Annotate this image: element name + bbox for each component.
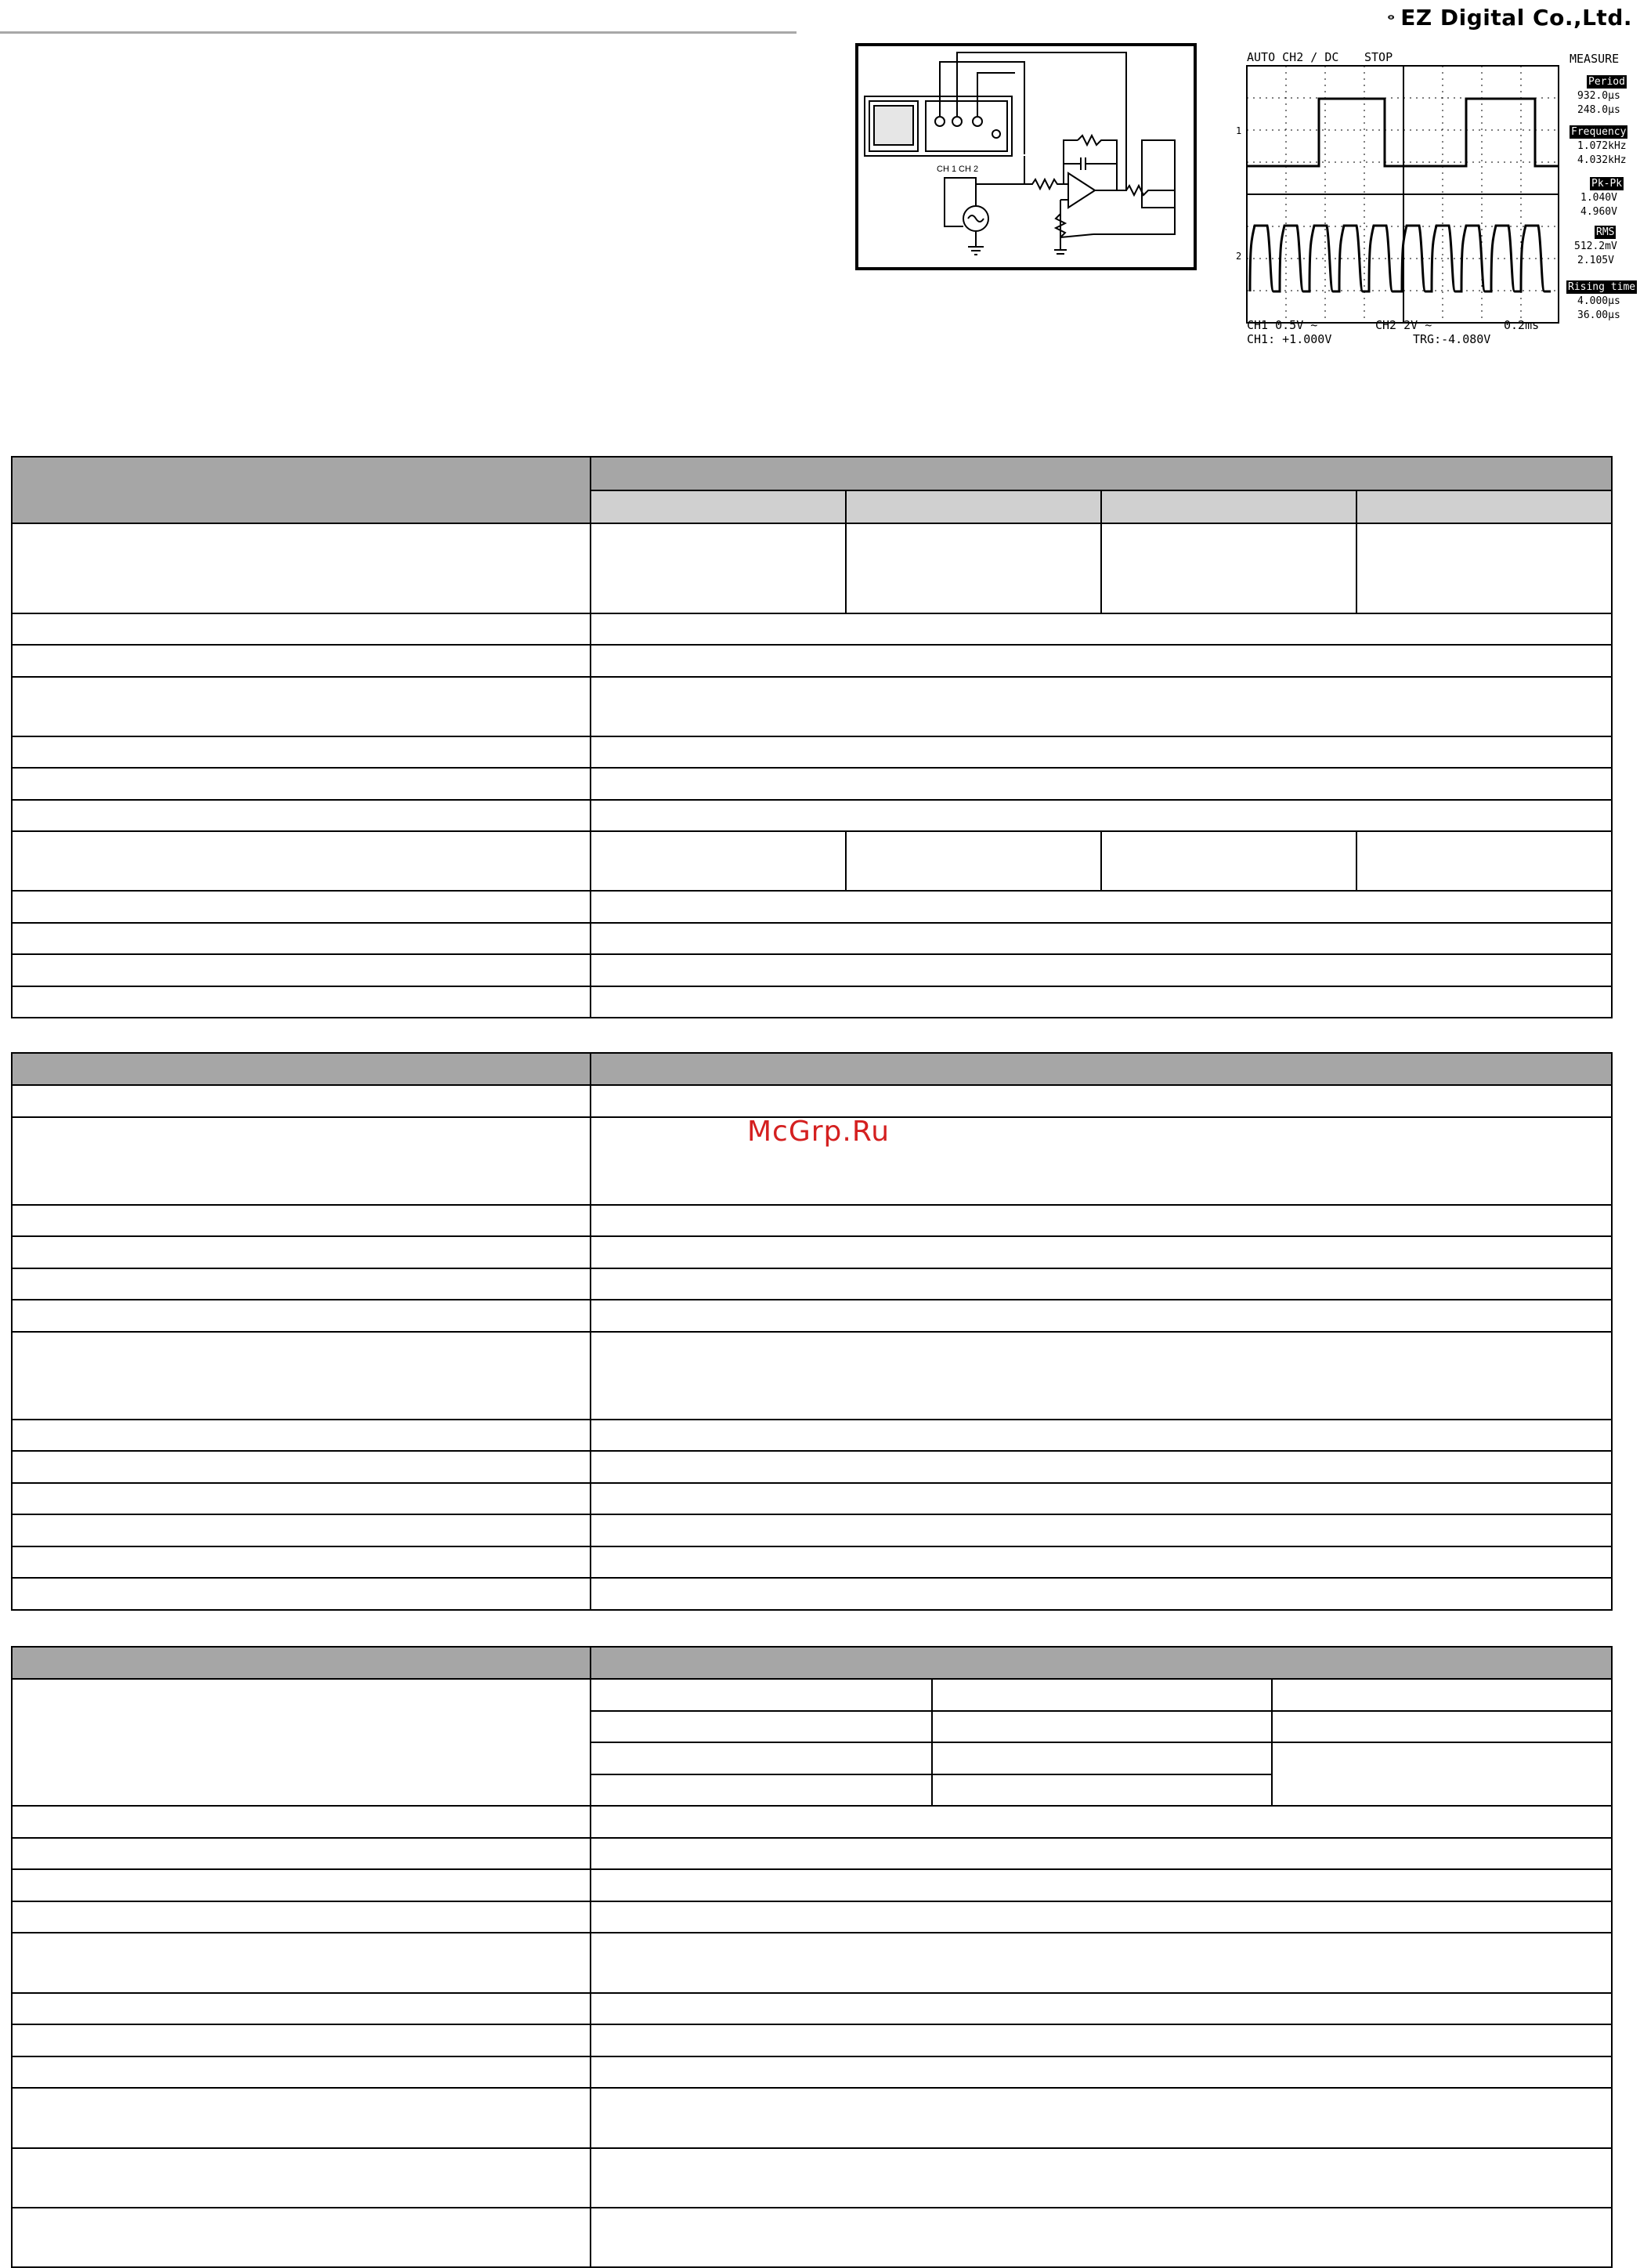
table-cell: [12, 613, 591, 645]
measure-value: 512.2mV: [1574, 241, 1617, 252]
table-cell: [12, 1268, 591, 1300]
table-cell: [591, 1205, 1612, 1236]
table-row: [12, 1514, 1612, 1546]
measure-label-rising-time: Rising time: [1568, 281, 1636, 293]
table-row: [12, 1332, 1612, 1420]
table-cell: [932, 1742, 1272, 1774]
scope-grid: [1245, 64, 1562, 326]
table-cell: [591, 986, 1612, 1018]
table-cell: [12, 645, 591, 677]
scope-status: AUTO CH2 / DC: [1247, 50, 1339, 64]
table-cell: [12, 954, 591, 986]
watermark: McGrp.Ru: [747, 1116, 890, 1148]
table-row: [12, 1679, 1612, 1711]
table-cell: [591, 457, 1612, 490]
table-cell: [1356, 523, 1612, 613]
ez-logo-icon: [1388, 5, 1394, 30]
table-cell: [12, 1053, 591, 1085]
table-cell: [1356, 831, 1612, 891]
table-row: [12, 1451, 1612, 1483]
table-cell: [591, 1869, 1612, 1901]
table-cell: [12, 523, 591, 613]
table-cell: [591, 613, 1612, 645]
measure-label-period: Period: [1588, 76, 1625, 88]
spec-table-3: [11, 1646, 1613, 2268]
table-cell: [591, 1647, 1612, 1679]
table-cell: [12, 923, 591, 954]
trigger-level: TRG:-4.080V: [1413, 332, 1491, 346]
measure-label-pkpk: Pk-Pk: [1591, 178, 1623, 190]
ch1-scale: CH1 0.5V ~: [1247, 318, 1318, 332]
table-row: [12, 1268, 1612, 1300]
table-cell: [12, 1679, 591, 1806]
table-cell: [12, 736, 591, 768]
table-cell: [591, 2208, 1612, 2267]
table-cell: [591, 954, 1612, 986]
table-cell: [591, 1514, 1612, 1546]
table-cell: [1101, 523, 1356, 613]
table-cell: [12, 2148, 591, 2208]
table-row: [12, 1236, 1612, 1268]
table-cell: [591, 1901, 1612, 1933]
table-row: [12, 523, 1612, 613]
measure-value: 4.032kHz: [1577, 154, 1627, 166]
measure-value: 932.0µs: [1577, 90, 1620, 102]
table-cell: [591, 1300, 1612, 1332]
table-row: [12, 1053, 1612, 1085]
table-cell: [591, 1838, 1612, 1869]
table-row: [12, 923, 1612, 954]
table-cell: [12, 800, 591, 831]
table-row: [12, 1546, 1612, 1578]
table-cell: [12, 2088, 591, 2148]
table-cell: [12, 1451, 591, 1483]
table-row: [12, 891, 1612, 923]
table-row: [12, 1085, 1612, 1117]
table-cell: [591, 1085, 1612, 1117]
table-cell: [591, 1268, 1612, 1300]
spec-table-1: [11, 456, 1613, 1018]
ch2-label: CH 2: [959, 165, 979, 174]
measure-value: 36.00µs: [1577, 309, 1620, 321]
table-cell: [846, 490, 1101, 523]
table-row: [12, 613, 1612, 645]
table-cell: [12, 1647, 591, 1679]
table-cell: [932, 1679, 1272, 1711]
table-row: [12, 1483, 1612, 1514]
table-cell: [12, 2024, 591, 2056]
measure-title: MEASURE: [1570, 52, 1620, 66]
table-cell: [591, 523, 846, 613]
table-row: [12, 677, 1612, 736]
table-cell: [591, 490, 846, 523]
table-cell: [12, 1205, 591, 1236]
table-cell: [846, 523, 1101, 613]
table-row: [12, 986, 1612, 1018]
table-cell: [12, 891, 591, 923]
table-cell: [932, 1711, 1272, 1742]
table-cell: [12, 1085, 591, 1117]
table-row: [12, 1205, 1612, 1236]
table-cell: [591, 1332, 1612, 1420]
brand-logo: [1388, 0, 1632, 34]
table-cell: [591, 891, 1612, 923]
table-cell: [591, 2024, 1612, 2056]
table-cell: [591, 1053, 1612, 1085]
table-cell: [12, 1117, 591, 1205]
table-cell: [591, 677, 1612, 736]
table-row: [12, 457, 1612, 490]
table-cell: [591, 1742, 932, 1774]
table-row: [12, 736, 1612, 768]
circuit-drawing: [858, 46, 1194, 267]
table-row: [12, 1647, 1612, 1679]
table-cell: [12, 2208, 591, 2267]
table-cell: [1101, 490, 1356, 523]
table-row: [12, 954, 1612, 986]
table-row: [12, 2208, 1612, 2267]
table-row: [12, 1933, 1612, 1993]
ch2-marker: 2: [1236, 251, 1242, 262]
table-cell: [12, 1483, 591, 1514]
table-row: [12, 831, 1612, 891]
table-cell: [591, 1483, 1612, 1514]
table-cell: [12, 1236, 591, 1268]
table-row: [12, 2024, 1612, 2056]
table-cell: [591, 1117, 1612, 1205]
table-cell: [12, 1933, 591, 1993]
table-row: [12, 1578, 1612, 1610]
table-row: [12, 2148, 1612, 2208]
table-cell: [591, 1711, 932, 1742]
table-cell: [591, 1420, 1612, 1451]
table-cell: [12, 1869, 591, 1901]
table-cell: [1356, 490, 1612, 523]
ch2-scale: CH2 2V ~: [1375, 318, 1432, 332]
table-row: [12, 1901, 1612, 1933]
measure-value: 248.0µs: [1577, 104, 1620, 116]
table-cell: [846, 831, 1101, 891]
table-cell: [1272, 1711, 1612, 1742]
table-cell: [591, 1806, 1612, 1838]
table-row: [12, 645, 1612, 677]
table-row: [12, 1869, 1612, 1901]
table-cell: [591, 1679, 932, 1711]
table-row: [12, 1993, 1612, 2024]
table-cell: [1101, 831, 1356, 891]
table-cell: [12, 1300, 591, 1332]
scope-run-state: STOP: [1364, 50, 1393, 64]
table-row: [12, 1806, 1612, 1838]
table-cell: [591, 800, 1612, 831]
table-cell: [12, 1420, 591, 1451]
table-cell: [12, 768, 591, 800]
measure-value: 4.960V: [1580, 206, 1617, 218]
measure-value: 2.105V: [1577, 255, 1614, 266]
table-cell: [12, 1993, 591, 2024]
table-cell: [12, 1546, 591, 1578]
table-cell: [12, 457, 591, 523]
table-row: [12, 2088, 1612, 2148]
measure-value: 1.040V: [1580, 192, 1617, 204]
measure-label-frequency: Frequency: [1571, 126, 1627, 138]
table-row: [12, 1838, 1612, 1869]
table-cell: [591, 1933, 1612, 1993]
table-cell: [591, 2088, 1612, 2148]
table-cell: [12, 2056, 591, 2088]
table-cell: [591, 1451, 1612, 1483]
table-cell: [591, 923, 1612, 954]
table-cell: [12, 677, 591, 736]
table-cell: [591, 2148, 1612, 2208]
table-cell: [591, 831, 846, 891]
table-cell: [1272, 1679, 1612, 1711]
measure-label-rms: RMS: [1596, 226, 1615, 238]
table-cell: [932, 1774, 1272, 1806]
table-row: [12, 2056, 1612, 2088]
ch1-marker: 1: [1236, 125, 1242, 136]
table-cell: [12, 1806, 591, 1838]
table-row: [12, 1300, 1612, 1332]
table-cell: [12, 1332, 591, 1420]
table-cell: [12, 1901, 591, 1933]
table-cell: [591, 736, 1612, 768]
measure-value: 1.072kHz: [1577, 140, 1627, 152]
table-row: [12, 1420, 1612, 1451]
table-cell: [12, 1838, 591, 1869]
table-cell: [1272, 1742, 1612, 1806]
table-cell: [591, 1236, 1612, 1268]
measure-value: 4.000µs: [1577, 295, 1620, 307]
header-rule: [0, 31, 797, 34]
table-cell: [591, 645, 1612, 677]
table-cell: [12, 1514, 591, 1546]
table-cell: [591, 768, 1612, 800]
table-cell: [591, 2056, 1612, 2088]
circuit-diagram: [855, 43, 1197, 270]
table-cell: [12, 831, 591, 891]
table-cell: [12, 1578, 591, 1610]
table-cell: [12, 986, 591, 1018]
brand-name: EZ Digital Co.,Ltd.: [1400, 4, 1632, 31]
table-cell: [591, 1578, 1612, 1610]
oscilloscope-screen: [1236, 49, 1636, 348]
ch1-offset: CH1: +1.000V: [1247, 332, 1332, 346]
table-row: [12, 768, 1612, 800]
timebase: 0.2ms: [1504, 318, 1540, 332]
table-cell: [591, 1546, 1612, 1578]
ch1-label: CH 1: [937, 165, 957, 174]
table-cell: [591, 1993, 1612, 2024]
table-cell: [591, 1774, 932, 1806]
table-row: [12, 800, 1612, 831]
